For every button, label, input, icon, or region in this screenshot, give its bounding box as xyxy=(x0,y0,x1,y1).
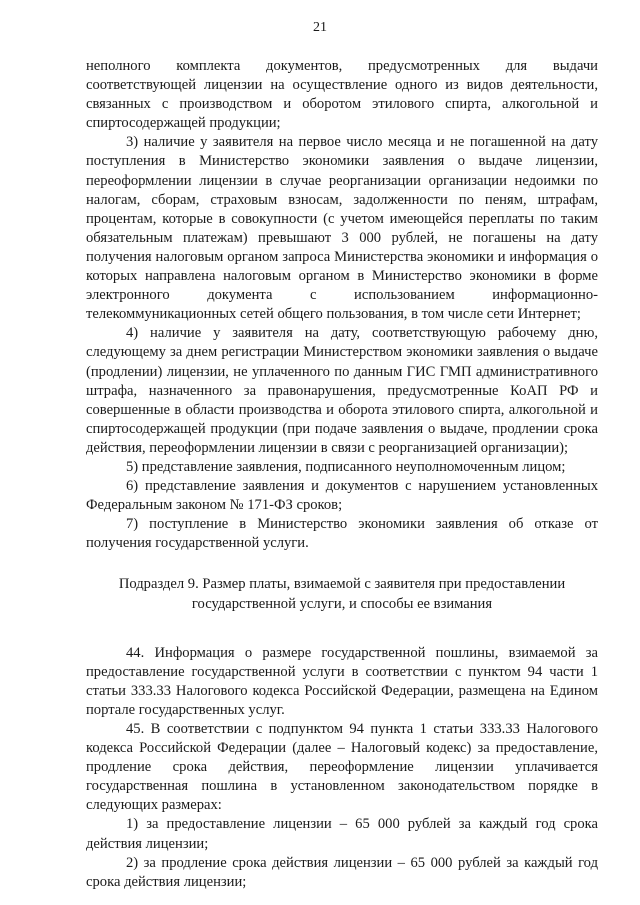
paragraph: 3) наличие у заявителя на первое число месяца и не погашенной на дату поступления в Министерство экономики заявления о выдаче лицензии, переоформлении лицензии в случае реорганизации организации недоимки по налогам, сборам, страховым взносам, задолженности по пеням, штрафам, процентам, которые в совокупности (с учетом имеющейся переплаты по таким обязательным платежам) превышают 3 000 рублей, не погашены на дату получения налоговым органом запроса Министерства экономики и информация о которых направлена налоговым органом в Министерство экономики в форме электронного документа с использованием информационно-телекоммуникационных сетей общего пользования, в том числе сети Интернет; xyxy=(86,134,598,323)
bottom-paragraphs xyxy=(86,644,598,892)
paragraph: 5) представление заявления, подписанного неуполномоченным лицом; xyxy=(126,458,566,475)
top-paragraphs xyxy=(86,57,598,553)
heading-line: государственной услуги, и способы ее взимания xyxy=(191,595,493,612)
paragraph: 44. Информация о размере государственной пошлины, взимаемой за предоставление государственной услуги в соответствии с пунктом 94 части 1 статьи 333.33 Налогового кодекса Российской Федерации, размещена на Едином портале государственных услуг. xyxy=(86,644,598,718)
paragraph: неполного комплекта документов, предусмотренных для выдачи соответствующей лицензии на осуществление одного из видов деятельности, связанных с производством и оборотом этилового спирта, алкогольной и спиртосодержащей продукции; xyxy=(86,58,598,132)
paragraph: 2) за продление срока действия лицензии – 65 000 рублей за каждый год срока действия лицензии; xyxy=(86,854,598,890)
section-heading xyxy=(86,575,598,613)
document-body xyxy=(86,57,598,892)
paragraph: 6) представление заявления и документов с нарушением установленных Федеральным законом № 171-ФЗ сроков; xyxy=(86,478,598,514)
paragraph: 4) наличие у заявителя на дату, соответствующую рабочему дню, следующему за днем регистрации Министерством экономики заявления о выдаче (продлении) лицензии, не уплаченного по данным ГИС ГМП административного штрафа, назначенного за правонарушения, предусмотренные КоАП РФ и совершенные в области производства и оборота этилового спирта, алкогольной и спиртосодержащей продукции (при подаче заявления о выдаче, продлении срока действия, переоформлении лицензии в связи с реорганизацией организации); xyxy=(86,325,598,456)
page-number: 21 xyxy=(313,20,327,35)
paragraph: 45. В соответствии с подпунктом 94 пункта 1 статьи 333.33 Налогового кодекса Российской Федерации (далее – Налоговый кодекс) за предоставление, продление срока действия, переоформление лицензии уплачивается государственная пошлина в установленном законодательством порядке в следующих размерах: xyxy=(86,721,598,814)
heading-line: Подраздел 9. Размер платы, взимаемой с заявителя при предоставлении xyxy=(118,576,566,593)
paragraph: 1) за предоставление лицензии – 65 000 рублей за каждый год срока действия лицензии; xyxy=(86,816,598,852)
paragraph: 7) поступление в Министерство экономики заявления об отказе от получения государственной услуги. xyxy=(86,516,598,552)
